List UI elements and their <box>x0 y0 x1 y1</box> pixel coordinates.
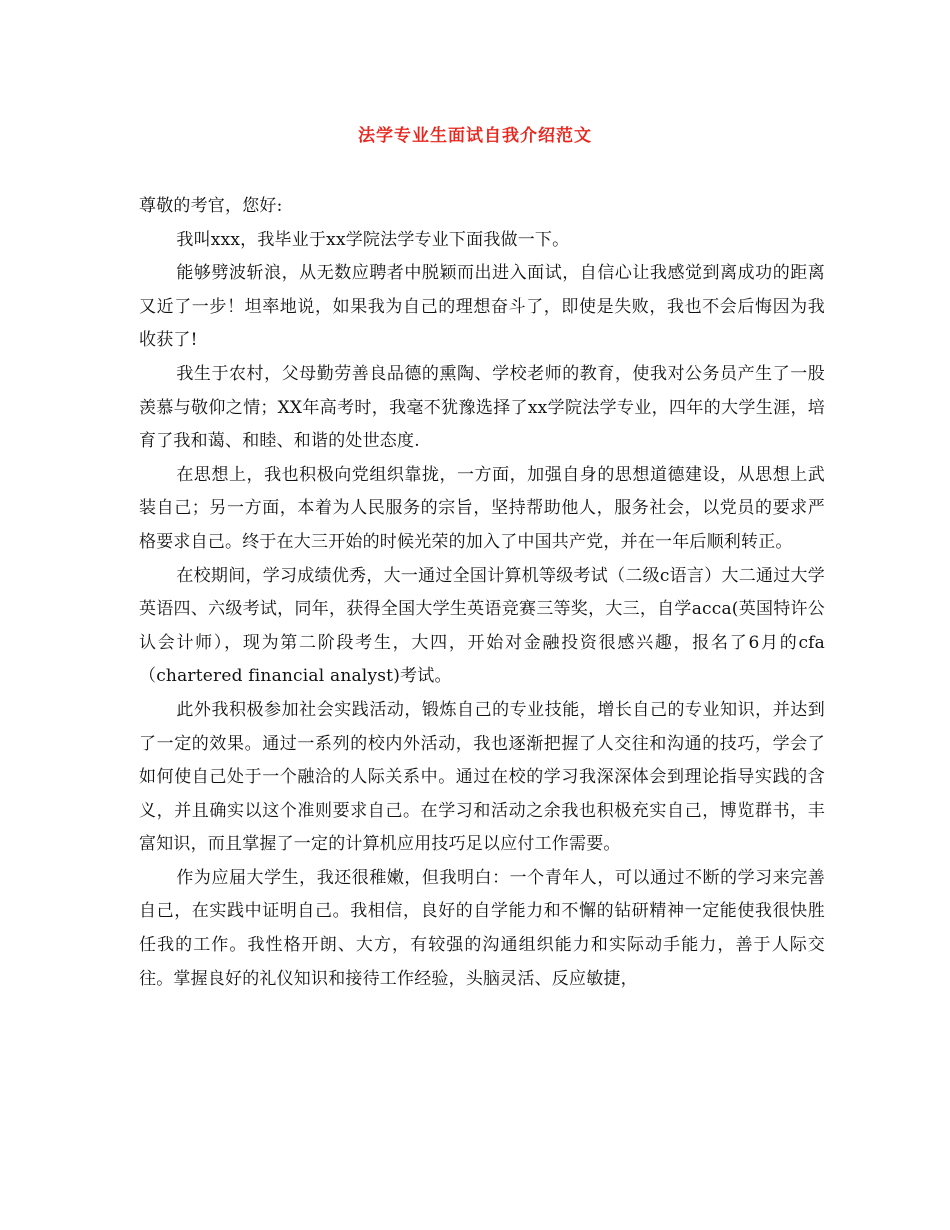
paragraph-intro: 我叫xxx，我毕业于xx学院法学专业下面我做一下。 <box>176 229 570 250</box>
paragraph-self-assessment: 作为应届大学生，我还很稚嫩，但我明白：一个青年人，可以通过不断的学习来完善自己，在实践中证明自己。我相信，良好的自学能力和不懈的钻研精神一定能使我很快胜任我的工作。我性格开朗、大方，有较强的沟通组织能力和实际动手能力，善于人际交往。掌握良好的礼仪知识和接待工作经验，头脑灵活、反应敏捷， <box>139 867 825 989</box>
greeting-line: 尊敬的考官，您好: <box>139 196 283 216</box>
paragraph-background: 我生于农村，父母勤劳善良品德的熏陶、学校老师的教育，使我对公务员产生了一股羡慕与敬仰之情；XX年高考时，我毫不犹豫选择了xx学院法学专业，四年的大学生涯，培育了我和蔼、和睦、和谐的处世态度. <box>139 363 825 452</box>
paragraph-activities: 此外我积极参加社会实践活动，锻炼自己的专业技能，增长自己的专业知识，并达到了一定的效果。通过一系列的校内外活动，我也逐渐把握了人交往和沟通的技巧，学会了如何使自己处于一个融洽的人际关系中。通过在校的学习我深深体会到理论指导实践的含义，并且确实以这个准则要求自己。在学习和活动之余我也积极充实自己，博览群书，丰富知识，而且掌握了一定的计算机应用技巧足以应付工作需要。 <box>139 699 825 855</box>
paragraph-academics: 在校期间，学习成绩优秀，大一通过全国计算机等级考试（二级c语言）大二通过大学英语四、六级考试，同年，获得全国大学生英语竞赛三等奖，大三，自学acca(英国特许公认会计师），现为第二阶段考生，大四，开始对金融投资很感兴趣，报名了6月的cfa（chartered financial analyst)考试。 <box>139 565 825 687</box>
paragraph-interview: 能够劈波斩浪，从无数应聘者中脱颖而出进入面试，自信心让我感觉到离成功的距离又近了一步！坦率地说，如果我为自己的理想奋斗了，即使是失败，我也不会后悔因为我收获了! <box>139 263 825 351</box>
paragraph-ideology: 在思想上，我也积极向党组织靠拢，一方面，加强自身的思想道德建设，从思想上武装自己；另一方面，本着为人民服务的宗旨，坚持帮助他人，服务社会，以党员的要求严格要求自己。终于在大三开始的时候光荣的加入了中国共产党，并在一年后顺利转正。 <box>139 464 825 552</box>
document-title: 法学专业生面试自我介绍范文 <box>358 126 592 146</box>
document-body <box>139 190 825 996</box>
